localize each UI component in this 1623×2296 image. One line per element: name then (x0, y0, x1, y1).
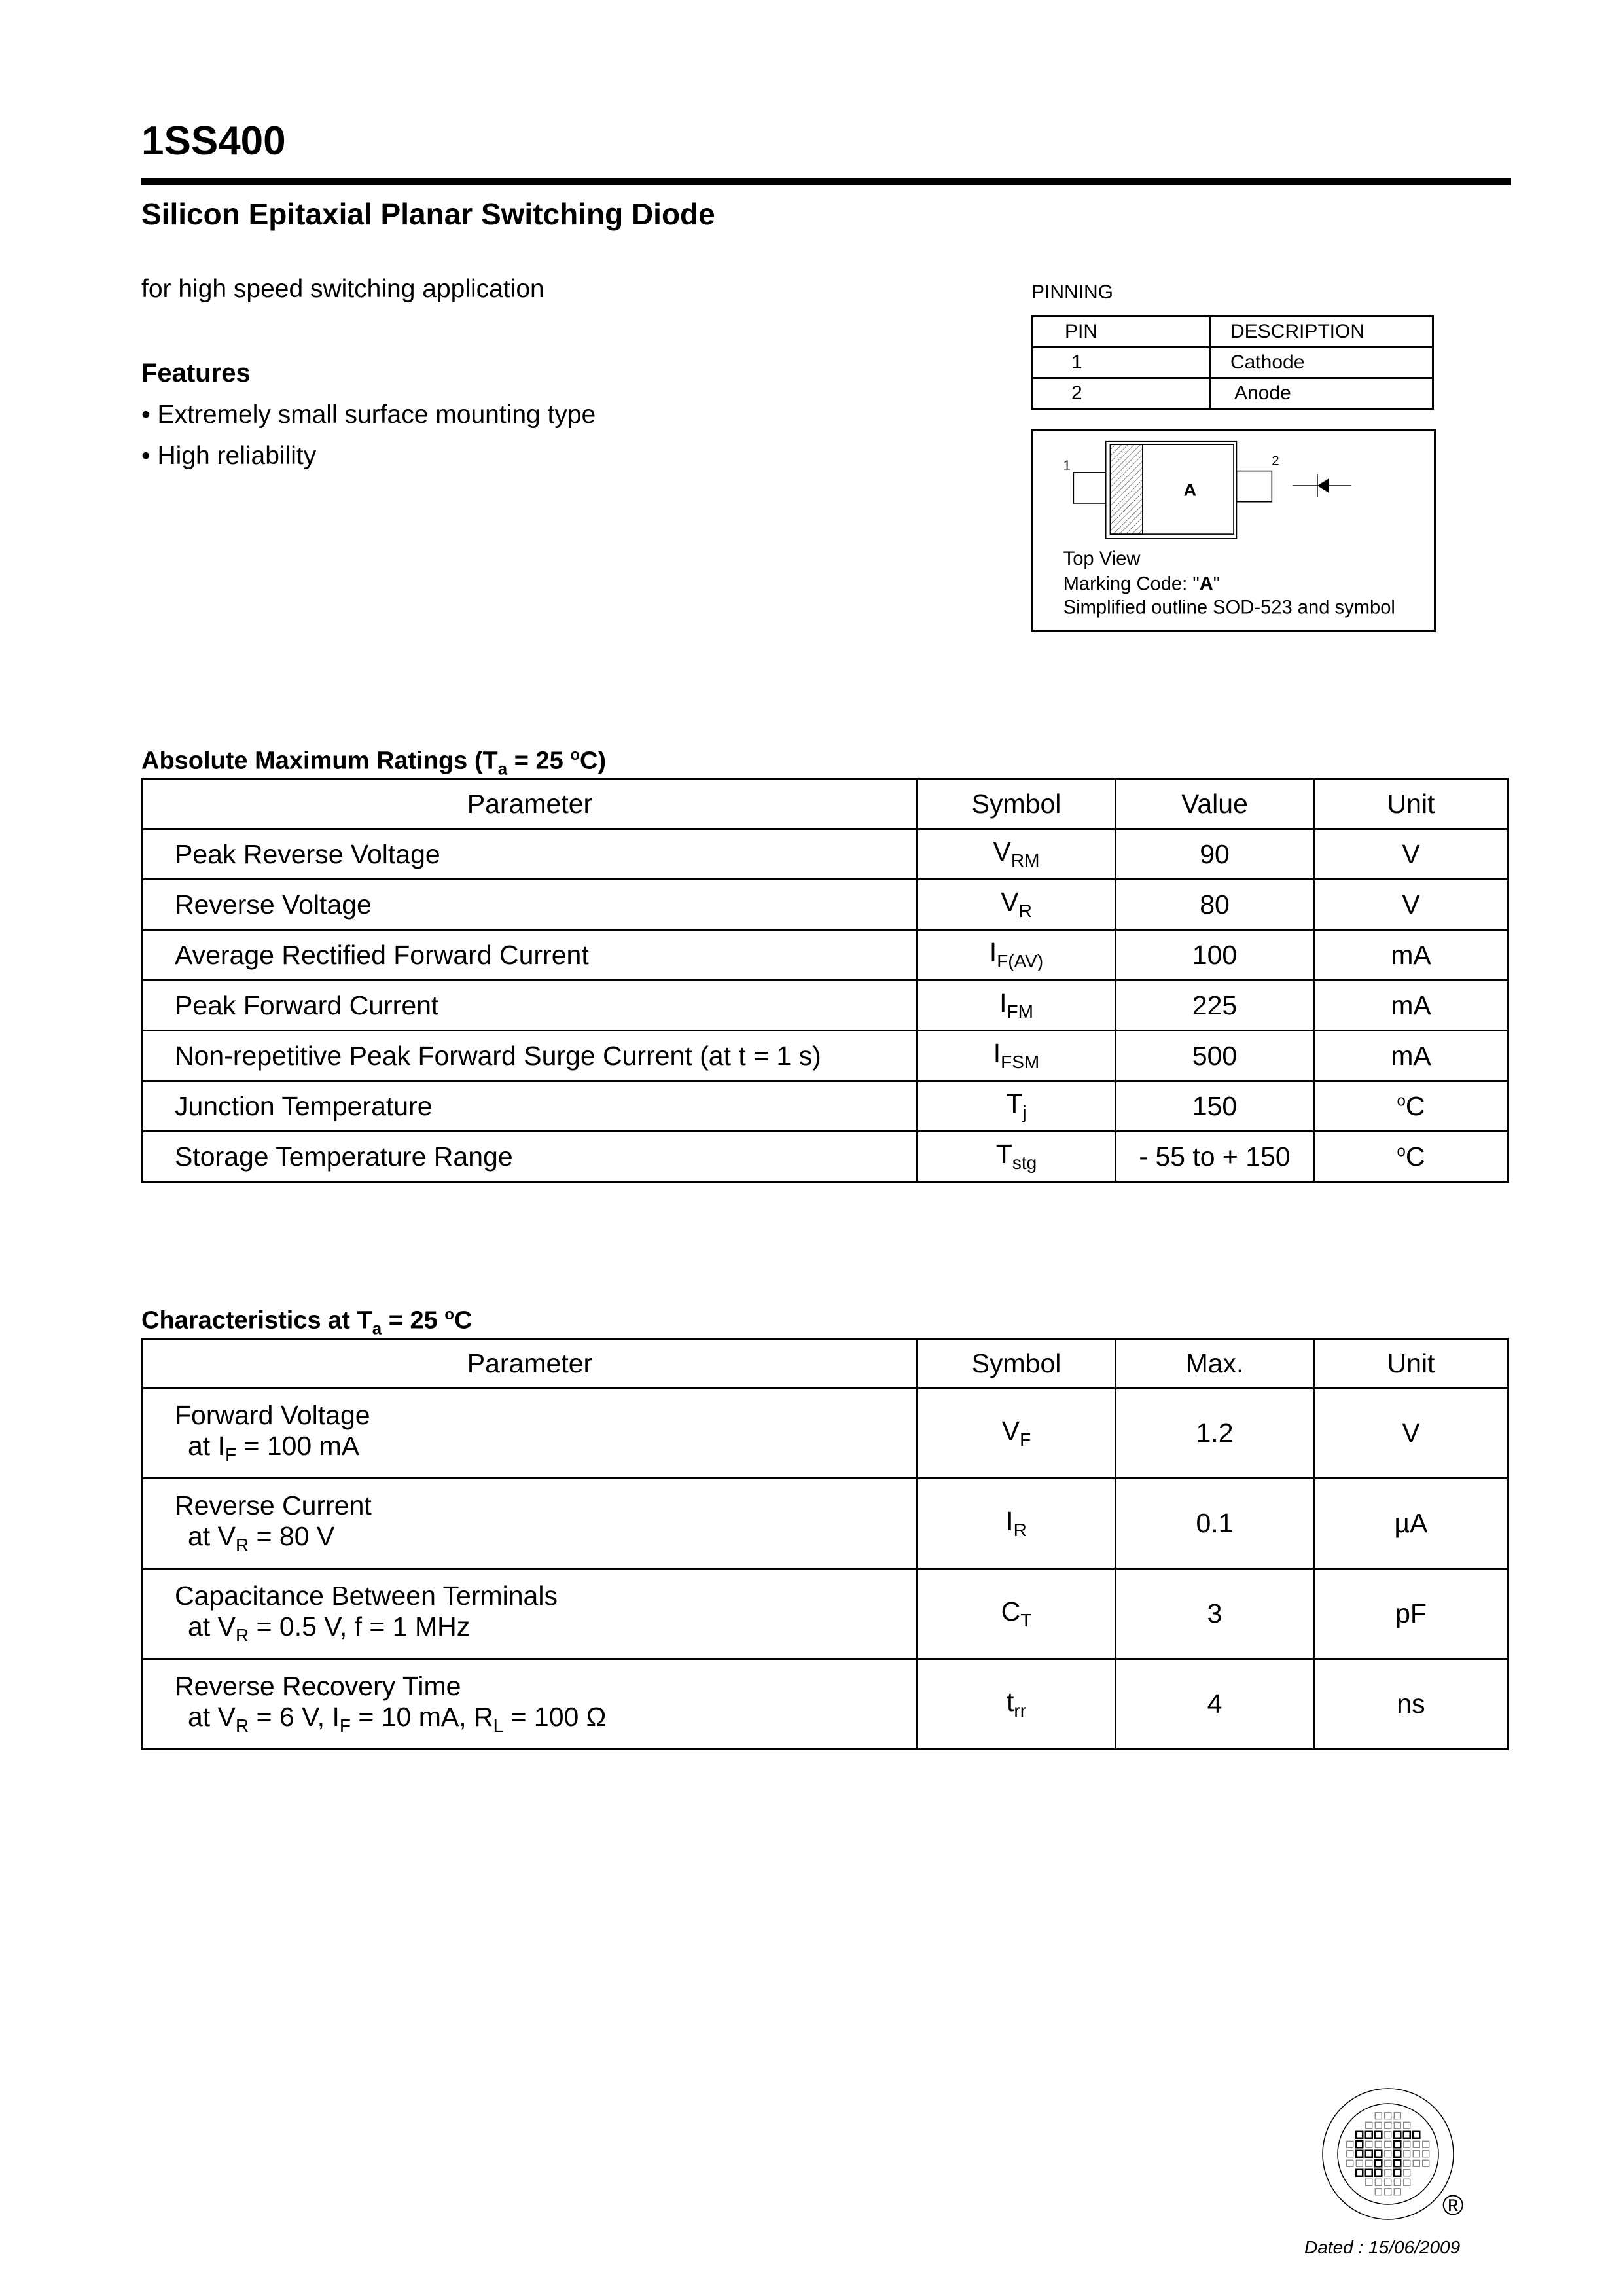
table-row (143, 1031, 1508, 1081)
table-header-row (1033, 317, 1433, 348)
pin-description: Cathode (1210, 348, 1433, 378)
table-row (143, 1132, 1508, 1182)
logo-square (1375, 2160, 1382, 2166)
symbol-cell (918, 1081, 1116, 1132)
logo-square (1404, 2141, 1410, 2147)
symbol-cell (918, 829, 1116, 880)
value-cell: 90 (1116, 829, 1314, 880)
value-cell: 100 (1116, 930, 1314, 980)
pinning-heading: PINNING (1031, 281, 1114, 303)
logo-square (1394, 2160, 1400, 2166)
logo-square (1385, 2170, 1391, 2176)
parameter-cell: Junction Temperature (143, 1081, 918, 1132)
pin-description: Anode (1210, 378, 1433, 409)
symbol: t (1006, 1686, 1014, 1717)
logo-square (1423, 2141, 1429, 2147)
condition-text: at V (188, 1611, 236, 1642)
table-row (143, 829, 1508, 880)
column-header: Unit (1314, 779, 1508, 829)
logo-square (1413, 2132, 1419, 2138)
subtitle: Silicon Epitaxial Planar Switching Diode (141, 197, 715, 231)
logo-square (1356, 2132, 1363, 2138)
condition-subscript: F (339, 1715, 351, 1736)
logo-square (1394, 2189, 1400, 2195)
symbol-cell (918, 1659, 1116, 1749)
table-header-row (143, 1340, 1508, 1388)
table-header-row (143, 779, 1508, 829)
parameter-cell: Storage Temperature Range (143, 1132, 918, 1182)
logo-square (1413, 2160, 1419, 2166)
symbol-subscript: FM (1007, 1001, 1033, 1022)
abs-max-heading: Absolute Maximum Ratings ($T_a = 25$ $^o$C) (141, 746, 607, 779)
unit-cell: ns (1314, 1659, 1508, 1749)
parameter-cell (143, 1659, 918, 1749)
test-condition (175, 1611, 916, 1646)
parameter-name: Reverse Current (175, 1490, 372, 1521)
column-header: Parameter (143, 779, 918, 829)
column-header: Max. (1116, 1340, 1314, 1388)
logo-square (1366, 2179, 1372, 2185)
symbol-subscript: R (1018, 901, 1032, 922)
logo-square (1375, 2189, 1382, 2195)
value-cell: 225 (1116, 980, 1314, 1031)
symbol: I (1006, 1505, 1014, 1536)
logo-square (1385, 2179, 1391, 2185)
logo-square (1366, 2141, 1372, 2147)
logo-square (1385, 2122, 1391, 2128)
condition-text: at I (188, 1431, 225, 1462)
table-row (143, 1479, 1508, 1569)
logo-square (1385, 2189, 1391, 2195)
unit-cell: µA (1314, 1479, 1508, 1569)
logo-square (1366, 2160, 1372, 2166)
parameter-cell: Non-repetitive Peak Forward Surge Current (at t = 1 s) (143, 1031, 918, 1081)
sod523-outline (1033, 431, 1434, 630)
logo-square (1413, 2151, 1419, 2157)
logo-square (1404, 2132, 1410, 2138)
logo-square (1394, 2122, 1400, 2128)
logo-square (1385, 2141, 1391, 2147)
logo-square (1385, 2160, 1391, 2166)
parameter-cell (143, 1388, 918, 1479)
symbol-cell (918, 1479, 1116, 1569)
table-row (143, 1569, 1508, 1659)
symbol-cell (918, 1569, 1116, 1659)
pin2-lead (1236, 471, 1272, 502)
degree-sup: o (1397, 1141, 1406, 1160)
logo-square (1394, 2132, 1400, 2138)
parameter-cell: Peak Reverse Voltage (143, 829, 918, 880)
column-header: Value (1116, 779, 1314, 829)
test-condition (175, 1431, 916, 1465)
table-row (143, 1659, 1508, 1749)
logo-square (1375, 2179, 1382, 2185)
logo-square (1423, 2151, 1429, 2157)
column-header: Symbol (918, 779, 1116, 829)
table-row (143, 880, 1508, 930)
cathode-band (1110, 444, 1142, 534)
logo-square (1413, 2141, 1419, 2147)
column-header: Symbol (918, 1340, 1116, 1388)
table-row (143, 1081, 1508, 1132)
value-cell: 80 (1116, 880, 1314, 930)
condition-subscript: R (235, 1715, 249, 1736)
unit-cell (1314, 930, 1508, 980)
parameter-cell (143, 1479, 918, 1569)
logo-square (1385, 2151, 1391, 2157)
unit-cell (1314, 1031, 1508, 1081)
diode-symbol-icon (1293, 474, 1351, 497)
header-rule (141, 178, 1511, 185)
symbol-subscript: T (1020, 1610, 1032, 1631)
parameter-name: Reverse Recovery Time (175, 1671, 461, 1702)
logo-square (1394, 2170, 1400, 2176)
application-text: for high speed switching application (141, 275, 544, 303)
caption-marking-code: Marking Code: "A" (1063, 573, 1221, 595)
company-logo (1319, 2085, 1457, 2223)
max-cell: 0.1 (1116, 1479, 1314, 1569)
symbol: V (1001, 1415, 1020, 1446)
pin2-label: 2 (1272, 454, 1279, 469)
logo-square (1375, 2170, 1382, 2176)
symbol-cell (918, 1031, 1116, 1081)
symbol: V (1001, 887, 1019, 918)
logo-square (1375, 2132, 1382, 2138)
feature-item: • High reliability (141, 442, 317, 470)
parameter-name: Forward Voltage (175, 1400, 370, 1431)
max-cell: 3 (1116, 1569, 1314, 1659)
table-row (143, 1388, 1508, 1479)
parameter-cell: Peak Forward Current (143, 980, 918, 1031)
value-cell: - 55 to + 150 (1116, 1132, 1314, 1182)
logo-square (1404, 2151, 1410, 2157)
logo-square (1394, 2151, 1400, 2157)
unit-cell (1314, 980, 1508, 1031)
logo-square (1366, 2132, 1372, 2138)
parameter-cell: Reverse Voltage (143, 880, 918, 930)
logo-square (1404, 2160, 1410, 2166)
symbol: V (993, 836, 1011, 867)
logo-square (1356, 2170, 1363, 2176)
table-row (1033, 378, 1433, 409)
symbol-subscript: FSM (1001, 1052, 1040, 1073)
feature-item: • Extremely small surface mounting type (141, 401, 596, 429)
max-cell: 1.2 (1116, 1388, 1314, 1479)
condition-text: at V (188, 1521, 236, 1552)
unit: mA (1391, 939, 1431, 970)
logo-square (1423, 2160, 1429, 2166)
unit-cell (1314, 1132, 1508, 1182)
logo-square (1394, 2113, 1400, 2119)
condition-text: = 80 V (249, 1521, 335, 1552)
table-row (143, 980, 1508, 1031)
symbol-cell (918, 880, 1116, 930)
logo-square (1356, 2141, 1363, 2147)
condition-text: = 10 mA, R (350, 1702, 493, 1732)
logo-square (1356, 2151, 1363, 2157)
unit: C (1405, 1141, 1425, 1172)
symbol: T (995, 1139, 1012, 1170)
logo-square (1356, 2160, 1363, 2166)
logo-square (1385, 2113, 1391, 2119)
table-row (143, 930, 1508, 980)
logo-square (1375, 2122, 1382, 2128)
logo-square (1366, 2122, 1372, 2128)
unit-cell (1314, 1081, 1508, 1132)
characteristics-table (141, 1338, 1509, 1750)
logo-square (1347, 2151, 1353, 2157)
symbol-cell (918, 1388, 1116, 1479)
pin1-lead (1073, 473, 1105, 503)
pin1-label: 1 (1063, 458, 1071, 473)
unit: V (1402, 889, 1420, 920)
symbol: T (1006, 1088, 1023, 1119)
max-cell: 4 (1116, 1659, 1314, 1749)
condition-subscript: R (235, 1535, 249, 1556)
unit-cell: V (1314, 1388, 1508, 1479)
condition-subscript: L (493, 1715, 504, 1736)
caption-top-view: Top View (1063, 548, 1141, 570)
parameter-cell: Average Rectified Forward Current (143, 930, 918, 980)
condition-text: = 100 mA (236, 1431, 360, 1462)
features-heading: Features (141, 359, 251, 387)
symbol-subscript: RM (1010, 850, 1040, 871)
unit-cell (1314, 829, 1508, 880)
column-header: Unit (1314, 1340, 1508, 1388)
logo-square (1375, 2113, 1382, 2119)
symbol-cell (918, 980, 1116, 1031)
condition-subscript: F (224, 1444, 237, 1465)
symbol-subscript: F (1020, 1429, 1031, 1450)
registered-mark: ® (1442, 2189, 1464, 2221)
pin-number: 1 (1033, 348, 1210, 378)
symbol-subscript: F(AV) (997, 951, 1044, 972)
logo-square (1394, 2179, 1400, 2185)
logo-square (1366, 2151, 1372, 2157)
marking-code: A (1183, 480, 1197, 500)
column-header: Parameter (143, 1340, 918, 1388)
test-condition (175, 1521, 916, 1556)
logo-square (1366, 2170, 1372, 2176)
column-header: PIN (1033, 317, 1210, 348)
pin-number: 2 (1033, 378, 1210, 409)
unit-cell: pF (1314, 1569, 1508, 1659)
parameter-name: Capacitance Between Terminals (175, 1581, 558, 1611)
unit: mA (1391, 990, 1431, 1020)
symbol-subscript: j (1022, 1102, 1027, 1123)
condition-text: = 6 V, I (249, 1702, 340, 1732)
characteristics-heading: Characteristics at $T_a = 25$ $^o$C (141, 1306, 473, 1338)
logo-square (1347, 2141, 1353, 2147)
symbol: I (999, 988, 1007, 1018)
condition-subscript: R (235, 1625, 249, 1646)
table-row (1033, 348, 1433, 378)
value-cell: 500 (1116, 1031, 1314, 1081)
condition-text: = 100 Ω (503, 1702, 607, 1732)
symbol-subscript: R (1013, 1520, 1027, 1541)
dated-text: Dated : 15/06/2009 (1304, 2237, 1461, 2257)
logo-square (1404, 2179, 1410, 2185)
test-condition (175, 1702, 916, 1736)
condition-text: at V (188, 1702, 236, 1732)
symbol: I (989, 937, 997, 968)
package-diagram (1031, 429, 1436, 632)
degree-sup: o (1397, 1091, 1406, 1109)
logo-square (1375, 2151, 1382, 2157)
unit-cell (1314, 880, 1508, 930)
logo-square (1347, 2160, 1353, 2166)
caption-outline: Simplified outline SOD-523 and symbol (1063, 597, 1395, 619)
logo-square (1404, 2122, 1410, 2128)
parameter-cell (143, 1569, 918, 1659)
symbol-cell (918, 1132, 1116, 1182)
unit: C (1405, 1090, 1425, 1121)
symbol: I (993, 1038, 1001, 1069)
part-number-title: 1SS400 (141, 118, 286, 164)
symbol-subscript: rr (1014, 1700, 1027, 1721)
symbol: C (1001, 1596, 1021, 1626)
abs-max-table (141, 778, 1509, 1183)
condition-text: = 0.5 V, f = 1 MHz (249, 1611, 471, 1642)
logo-square (1375, 2141, 1382, 2147)
logo-square (1404, 2170, 1410, 2176)
logo-square (1385, 2132, 1391, 2138)
unit: V (1402, 838, 1420, 869)
unit: mA (1391, 1040, 1431, 1071)
symbol-subscript: stg (1012, 1153, 1037, 1174)
logo-square (1394, 2141, 1400, 2147)
value-cell: 150 (1116, 1081, 1314, 1132)
pinning-table (1031, 315, 1434, 410)
column-header: DESCRIPTION (1210, 317, 1433, 348)
symbol-cell (918, 930, 1116, 980)
